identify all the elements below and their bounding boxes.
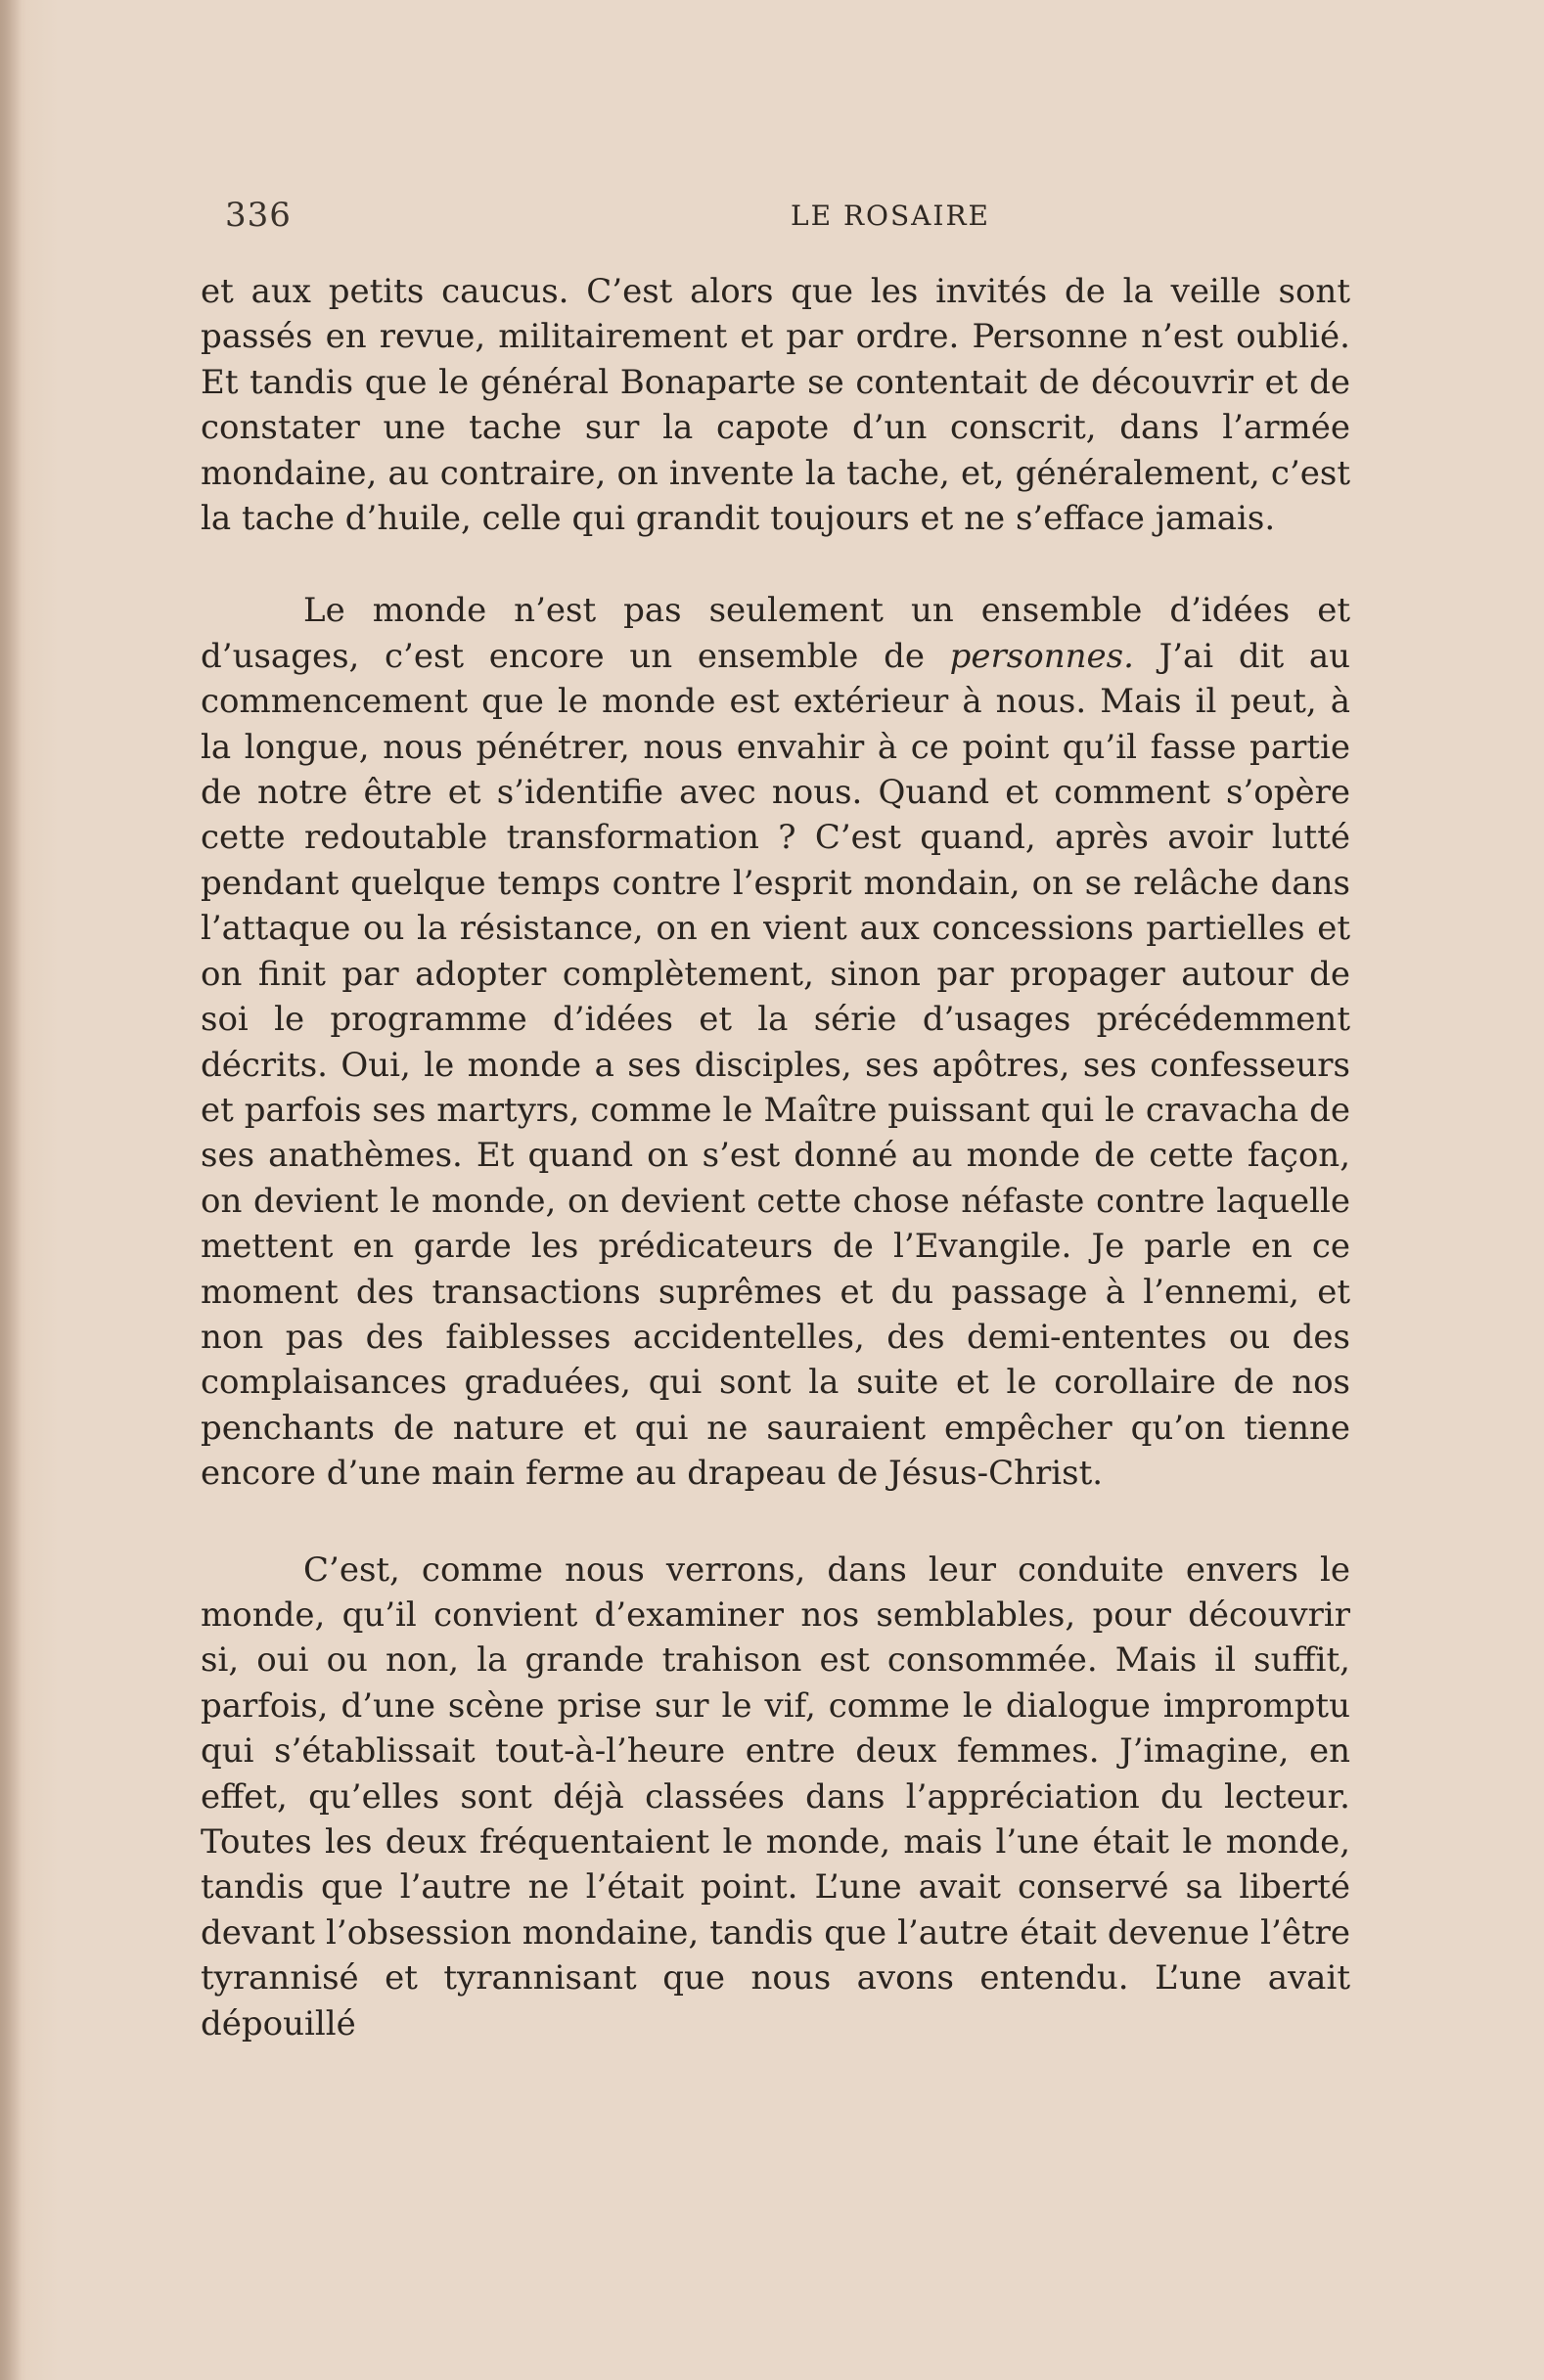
paragraph-2-text-a: Le monde n’est pas seulement un ensemble d’idées et d’usages, c’est encore un ensemble de <box>201 591 1350 676</box>
paragraph-1: et aux petits caucus. C’est alors que les invités de la veille sont passés en revue, militairement et par ordre. Personne n’est oublié. Et tandis que le général Bonaparte se contentait de découvrir et de constater une tache sur la capote d’un conscrit, dans l’armée mondaine, au contraire, on invente la tache, et, généralement, c’est la tache d’huile, celle qui grandit toujours et ne s’efface jamais. <box>201 272 1350 539</box>
running-title: LE ROSAIRE <box>791 199 990 232</box>
page-header <box>225 186 1360 245</box>
paragraph-2-text-b: J’ai dit au commencement que le monde est extérieur à nous. Mais il peut, à la longue, nous pénétrer, nous envahir à ce point qu’il fasse partie de notre être et s’identifie avec nous. Quand et comment s’opère cette redoutable transformation ? C’est quand, après avoir lutté pendant quelque temps contre l’esprit mondain, on se relâche dans l’attaque ou la résistance, on en vient aux concessions partielles et on finit par adopter complètement, sinon par propager autour de soi le programme d’idées et la série d’usages précédemment décrits. Oui, le monde a ses disciples, ses apôtres, ses confesseurs et parfois ses martyrs, comme le Maître puissant qui le cravacha de ses anathèmes. Et quand on s’est donné au monde de cette façon, on devient le monde, on devient cette chose néfaste contre laquelle mettent en garde les prédicateurs de l’Evangile. Je parle en ce moment des transactions suprêmes et du passage à l’ennemi, et non pas des faiblesses accidentelles, des demi-ententes ou des complaisances graduées, qui sont la suite et le corollaire de nos penchants de nature et qui ne sauraient empêcher qu’on tienne encore d’une main ferme au drapeau de Jésus-Christ. <box>201 636 1350 1494</box>
italic-word-personnes: personnes. <box>949 636 1134 676</box>
page-body <box>201 269 1350 2046</box>
binding-shadow <box>0 0 22 2380</box>
paragraph-2 <box>201 588 1350 1496</box>
page-number: 336 <box>225 196 292 235</box>
paragraph-3: C’est, comme nous verrons, dans leur conduite envers le monde, qu’il convient d’examiner nos semblables, pour découvrir si, oui ou non, la grande trahison est consommée. Mais il suffit, parfois, d’une scène prise sur le vif, comme le dialogue impromptu qui s’établissait tout-à-l’heure entre deux femmes. J’imagine, en effet, qu’elles sont déjà classées dans l’appréciation du lecteur. Toutes les deux fréquentaient le monde, mais l’une était le monde, tandis que l’autre ne l’était point. L’une avait conservé sa liberté devant l’obsession mondaine, tandis que l’autre était devenue l’être tyrannisé et tyrannisant que nous avons entendu. L’une avait dépouillé <box>201 1549 1350 2043</box>
